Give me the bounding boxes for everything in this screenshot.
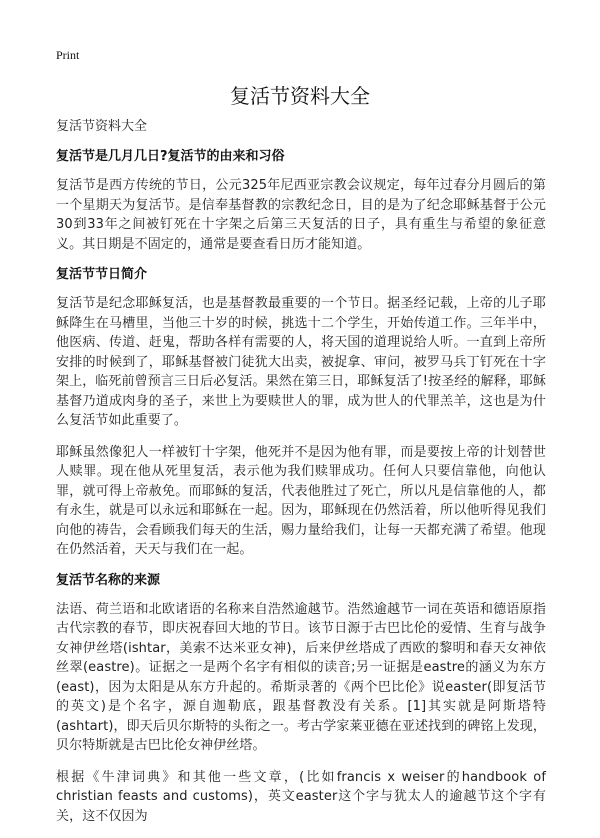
section-easter-date: [56, 148, 546, 254]
section-name-origin: [56, 572, 546, 827]
document-body: [56, 118, 546, 838]
section-heading: 复活节是几月几日?复活节的由来和习俗: [56, 149, 285, 164]
paragraph: 复活节是纪念耶稣复活，也是基督教最重要的一个节日。据圣经记载，上帝的儿子耶稣降生在马槽里，当他三十岁的时候，挑选十二个学生，开始传道工作。三年半中，他医病、传道、赶鬼，帮助各样有需要的人，将天国的道理说给人听。一直到上帝所安排的时候到了，耶稣基督被门徒犹大出卖，被捉拿、审问，被罗马兵丁钉死在十字架上，临死前曾预言三日后必复活。果然在第三日，耶稣复活了!按圣经的解释，耶稣基督乃道成肉身的圣子，来世上为要赎世人的罪，成为世人的代罪羔羊，这也是为什么复活节如此重要了。: [56, 296, 547, 428]
paragraph: 复活节是西方传统的节日，公元325年尼西亚宗教会议规定，每年过春分月圆后的第一个星期天为复活节。是信奉基督教的宗教纪念日，目的是为了纪念耶稣基督于公元30到33年之间被钉死在十字架之后第三天复活的日子，具有重生与希望的象征意义。其日期是不固定的，通常是要查看日历才能知道。: [56, 178, 546, 252]
paragraph: 法语、荷兰语和北欧诸语的名称来自浩然逾越节。浩然逾越节一词在英语和德语原指古代宗教的春节，即庆祝春回大地的节日。该节日源于古巴比伦的爱情、生育与战争女神伊丝塔(ishtar，美索不达米亚女神)，后来伊丝塔成了西欧的黎明和春天女神依丝翠(eastre)。证据之一是两个名字有相似的读音;另一证据是eastre的涵义为东方(east)，因为太阳是从东方升起的。希斯录著的《两个巴比伦》说easter(即复活节的英文)是个名字，源自迦勒底，跟基督教没有关系。[1]其实就是阿斯塔特(ashtart)，即天后贝尔斯特的头衔之一。考古学家莱亚德在亚述找到的碑铭上发现，贝尔特斯就是古巴比伦女神伊丝塔。: [56, 601, 546, 753]
print-label: Print: [56, 48, 80, 62]
section-festival-intro: [56, 266, 546, 560]
document-subtitle: 复活节资料大全: [56, 119, 148, 134]
section-heading: 复活节名称的来源: [56, 572, 161, 588]
paragraph: 根据《牛津词典》和其他一些文章，(比如francis x weiser的handbook of christian feasts and customs)，英文easter这个字与犹太人的逾越节这个字有关，这不仅因为: [56, 769, 546, 824]
paragraph: 耶稣虽然像犯人一样被钉十字架，他死并不是因为他有罪，而是要按上帝的计划替世人赎罪。现在他从死里复活，表示他为我们赎罪成功。任何人只要信靠他，向他认罪，就可得上帝赦免。而耶稣的复活，代表他胜过了死亡，所以凡是信靠他的人，都有永生，就是可以永远和耶稣在一起。因为，耶稣现在仍然活着，所以他听得见我们向他的祷告，会看顾我们每天的生活，赐力量给我们，让每一天都充满了希望。他现在仍然活着，天天与我们在一起。: [56, 444, 546, 557]
section-heading: 复活节节日简介: [56, 267, 148, 282]
page-title: 复活节资料大全: [230, 84, 370, 108]
